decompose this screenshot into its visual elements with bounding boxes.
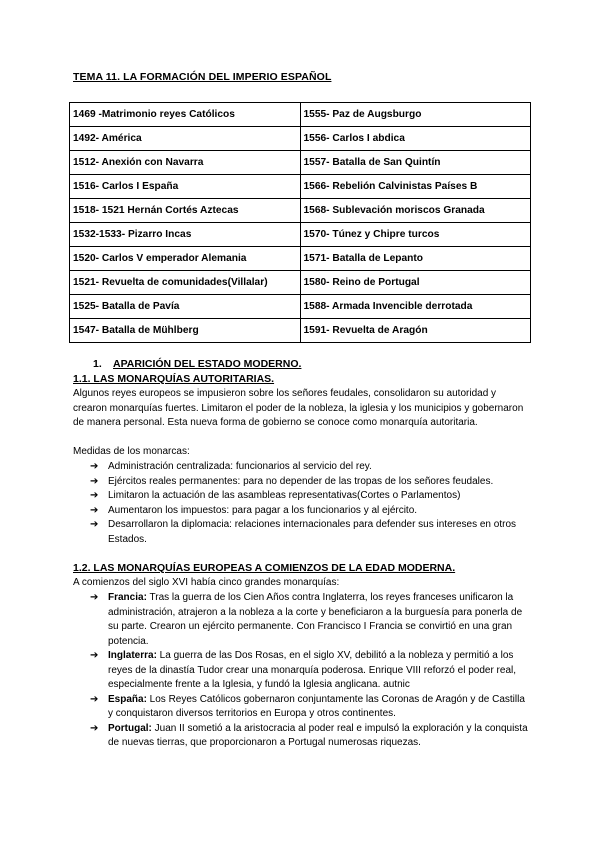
list-item: ➔ Ejércitos reales permanentes: para no depender de las tropas de los señores feudales.: [88, 475, 528, 490]
table-cell: 1469 -Matrimonio reyes Católicos: [70, 103, 301, 127]
section-1-1-heading: 1.1. LAS MONARQUÍAS AUTORITARIAS.: [73, 373, 275, 385]
table-cell: 1580- Reino de Portugal: [300, 271, 531, 295]
section-1-number: 1.: [93, 358, 102, 370]
table-row: [70, 295, 531, 319]
list-item: ➔ Administración centralizada: funcionarios al servicio del rey.: [88, 460, 528, 475]
table-cell: 1556- Carlos I abdica: [300, 127, 531, 151]
table-row: [70, 247, 531, 271]
table-row: [70, 175, 531, 199]
table-cell: 1570- Túnez y Chipre turcos: [300, 223, 531, 247]
table-cell: 1571- Batalla de Lepanto: [300, 247, 531, 271]
arrow-right-icon: ➔: [90, 475, 99, 487]
country-label: Portugal:: [108, 722, 152, 734]
table-row: [70, 223, 531, 247]
table-cell: 1566- Rebelión Calvinistas Países B: [300, 175, 531, 199]
table-cell: 1557- Batalla de San Quintín: [300, 151, 531, 175]
table-row: [70, 319, 531, 343]
country-label: Francia:: [108, 592, 147, 603]
timeline-table: [69, 102, 531, 343]
list-item: ➔ Desarrollaron la diplomacia: relaciones internacionales para defender sus intereses en otros Estados.: [90, 519, 517, 545]
page-title: TEMA 11. LA FORMACIÓN DEL IMPERIO ESPAÑOL: [73, 71, 332, 83]
list-item: ➔ España: Los Reyes Católicos gobernaron conjuntamente las Coronas de Aragón y de Castilla y conquistaron diversos territorios en Europa y otros continentes.: [90, 693, 525, 719]
arrow-right-icon: ➔: [90, 650, 99, 661]
arrow-right-icon: ➔: [90, 592, 99, 603]
list-item: ➔ Aumentaron los impuestos: para pagar a los funcionarios y al ejército.: [88, 504, 528, 519]
list-item: ➔ Francia: Tras la guerra de los Cien Años contra Inglaterra, los reyes franceses unificaron la administración, atrajeron a la nobleza a la corte y beneficiaron a la burguesía para ponerla de su parte. Crearon un ejército permanente. Con Francisco I Francia se convirtió en una gran potencia.: [90, 592, 523, 647]
table-cell: 1568- Sublevación moriscos Granada: [300, 199, 531, 223]
country-label: Inglaterra:: [108, 650, 157, 661]
table-cell: 1512- Anexión con Navarra: [70, 151, 301, 175]
section-1-1-paragraph: Algunos reyes europeos se impusieron sobre los señores feudales, consolidaron su autoridad y crearon monarquías fuertes. Limitaron el poder de la nobleza, la iglesia y los municipios y gobernaron de manera personal. Esta nueva forma de gobierno se conoce como monarquía autoritaria.: [73, 388, 524, 428]
table-cell: 1532-1533- Pizarro Incas: [70, 223, 301, 247]
list-item: ➔ Inglaterra: La guerra de las Dos Rosas, en el siglo XV, debilitó a la nobleza y permitió a los reyes de la dinastía Tudor crear una monarquía poderosa. Enrique VIII reforzó el poder real, especialmente frente a la Iglesia, y fundó la Iglesia anglicana. autnic: [90, 650, 517, 690]
table-cell: 1555- Paz de Augsburgo: [300, 103, 531, 127]
measures-label: Medidas de los monarcas:: [73, 446, 190, 457]
table-cell: 1521- Revuelta de comunidades(Villalar): [70, 271, 301, 295]
table-cell: 1525- Batalla de Pavía: [70, 295, 301, 319]
arrow-right-icon: ➔: [90, 461, 99, 472]
arrow-right-icon: ➔: [90, 722, 99, 734]
section-1-title: APARICIÓN DEL ESTADO MODERNO.: [113, 358, 302, 370]
list-item: ➔ Limitaron la actuación de las asambleas representativas(Cortes o Parlamentos): [88, 489, 528, 504]
arrow-right-icon: ➔: [90, 504, 99, 516]
table-row: [70, 127, 531, 151]
arrow-right-icon: ➔: [90, 519, 99, 530]
table-row: [70, 103, 531, 127]
monarchies-list: [88, 591, 528, 751]
section-1-heading: [93, 358, 301, 370]
table-cell: 1516- Carlos I España: [70, 175, 301, 199]
table-cell: 1588- Armada Invencible derrotada: [300, 295, 531, 319]
table-row: [70, 199, 531, 223]
section-1-2-heading: 1.2. LAS MONARQUÍAS EUROPEAS A COMIENZOS DE LA EDAD MODERNA.: [73, 562, 456, 574]
arrow-right-icon: ➔: [90, 693, 99, 705]
section-1-2-intro: A comienzos del siglo XVI había cinco grandes monarquías:: [73, 577, 340, 588]
measures-list: [88, 460, 528, 547]
table-cell: 1518- 1521 Hernán Cortés Aztecas: [70, 199, 301, 223]
country-label: España:: [108, 693, 147, 705]
table-cell: 1492- América: [70, 127, 301, 151]
table-cell: 1591- Revuelta de Aragón: [300, 319, 531, 343]
table-row: [70, 151, 531, 175]
arrow-right-icon: ➔: [90, 490, 99, 501]
list-item: ➔ Portugal: Juan II sometió a la aristocracia al poder real e impulsó la exploración y la conquista de nuevas tierras, que proporcionaron a Portugal numerosas riquezas.: [90, 722, 528, 748]
table-cell: 1547- Batalla de Mühlberg: [70, 319, 301, 343]
table-row: [70, 271, 531, 295]
table-cell: 1520- Carlos V emperador Alemania: [70, 247, 301, 271]
